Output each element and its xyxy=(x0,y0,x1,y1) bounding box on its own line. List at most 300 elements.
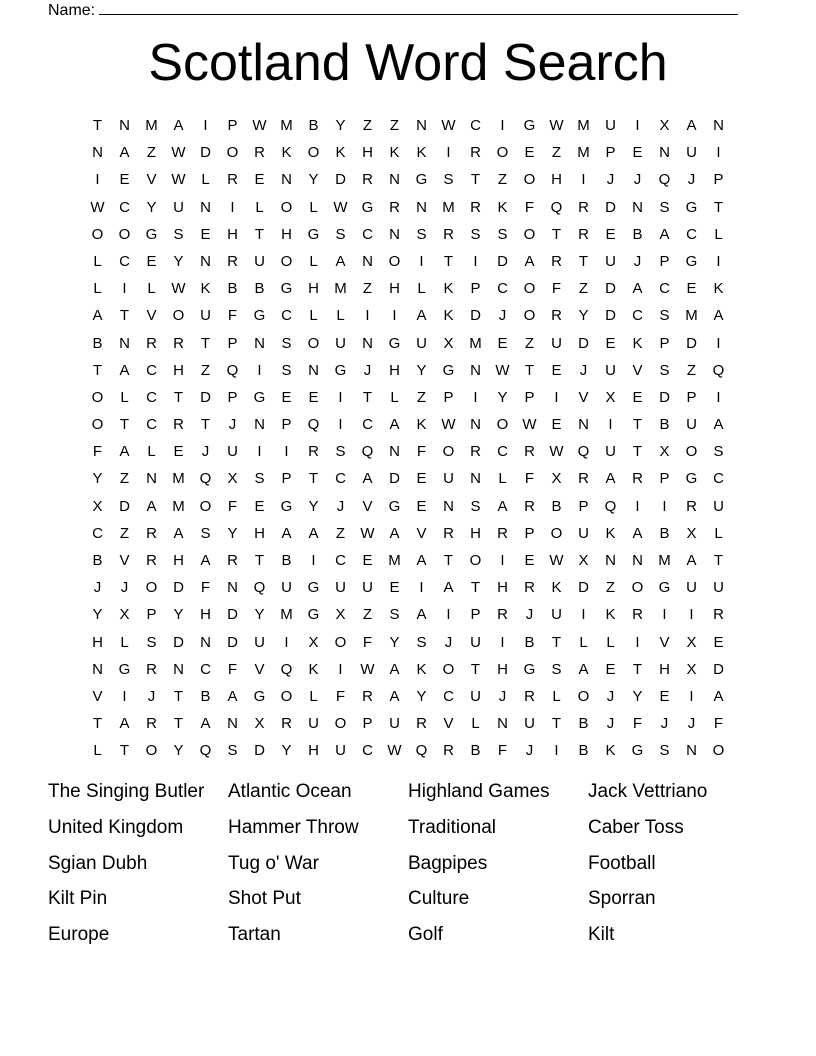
grid-letter: Y xyxy=(416,687,427,705)
grid-letter: O xyxy=(523,171,536,189)
grid-letter: E xyxy=(281,388,292,406)
grid-letter: K xyxy=(443,307,454,325)
grid-letter: Y xyxy=(173,606,184,624)
grid-letter: I xyxy=(635,117,640,134)
grid-letter: P xyxy=(659,252,670,270)
grid-letter: D xyxy=(605,280,616,298)
grid-letter: Q xyxy=(226,361,239,379)
grid-letter: R xyxy=(524,687,535,705)
grid-letter: G xyxy=(253,307,266,325)
grid-letter: W xyxy=(549,117,564,134)
grid-letter: A xyxy=(713,687,724,705)
grid-letter: F xyxy=(200,579,211,597)
word-list-item: Culture xyxy=(408,888,470,910)
grid-letter: K xyxy=(308,660,319,678)
grid-letter: W xyxy=(522,416,537,434)
grid-letter: I xyxy=(662,497,667,515)
grid-letter: Y xyxy=(146,198,157,216)
grid-letter: H xyxy=(281,225,292,243)
grid-letter: S xyxy=(281,361,292,379)
grid-letter: I xyxy=(446,144,451,162)
grid-letter: I xyxy=(473,252,478,270)
grid-letter: X xyxy=(308,633,319,651)
grid-letter: P xyxy=(362,715,373,733)
grid-letter: L xyxy=(714,225,723,243)
grid-letter: J xyxy=(363,361,372,379)
grid-letter: G xyxy=(253,687,266,705)
grid-letter: B xyxy=(659,524,670,542)
grid-letter: Z xyxy=(416,388,427,406)
grid-letter: E xyxy=(389,579,400,597)
grid-letter: S xyxy=(335,443,346,461)
grid-letter: V xyxy=(92,687,103,705)
grid-letter: R xyxy=(578,470,589,488)
grid-letter: K xyxy=(416,660,427,678)
grid-letter: R xyxy=(146,524,157,542)
grid-letter: A xyxy=(605,470,616,488)
grid-letter: N xyxy=(632,198,643,216)
grid-letter: L xyxy=(471,715,480,733)
grid-letter: A xyxy=(389,416,400,434)
grid-letter: A xyxy=(200,715,211,733)
grid-letter: I xyxy=(554,742,559,760)
grid-letter: P xyxy=(146,606,157,624)
grid-letter: K xyxy=(497,198,508,216)
word-list-item: Bagpipes xyxy=(408,852,488,874)
grid-letter: E xyxy=(497,334,508,352)
grid-letter: R xyxy=(146,552,157,569)
grid-letter: S xyxy=(497,225,508,243)
grid-letter: N xyxy=(119,117,130,134)
grid-letter: O xyxy=(199,497,212,515)
grid-letter: Q xyxy=(415,742,428,760)
grid-letter: G xyxy=(685,252,698,270)
word-list-item: Traditional xyxy=(408,816,497,838)
grid-letter: G xyxy=(685,198,698,216)
grid-letter: T xyxy=(632,660,643,678)
grid-letter: I xyxy=(500,117,505,134)
grid-letter: R xyxy=(632,606,643,624)
grid-letter: P xyxy=(470,280,481,298)
grid-letter: Y xyxy=(416,361,427,379)
grid-letter: D xyxy=(227,606,238,624)
grid-letter: R xyxy=(632,470,643,488)
grid-letter: S xyxy=(281,334,292,352)
grid-letter: D xyxy=(578,579,589,597)
grid-letter: R xyxy=(470,443,481,461)
grid-letter: J xyxy=(606,715,615,733)
grid-letter: A xyxy=(389,660,400,678)
grid-letter: J xyxy=(147,687,156,705)
grid-letter: L xyxy=(147,280,156,298)
grid-letter: I xyxy=(338,388,343,406)
grid-letter: L xyxy=(417,280,426,298)
grid-letter: U xyxy=(686,416,697,434)
grid-letter: Q xyxy=(199,470,212,488)
grid-letter: L xyxy=(93,742,102,760)
grid-letter: I xyxy=(392,307,397,325)
grid-letter: Q xyxy=(550,198,563,216)
grid-letter: R xyxy=(281,715,292,733)
grid-letter: O xyxy=(307,334,320,352)
grid-letter: I xyxy=(554,388,559,406)
grid-letter: U xyxy=(362,579,373,597)
grid-letter: M xyxy=(658,552,671,569)
word-list-item: Sgian Dubh xyxy=(48,852,148,874)
grid-letter: A xyxy=(416,606,427,624)
grid-letter: R xyxy=(578,198,589,216)
grid-letter: E xyxy=(416,470,427,488)
grid-letter: M xyxy=(577,144,590,162)
grid-letter: L xyxy=(552,687,561,705)
grid-letter: H xyxy=(362,144,373,162)
grid-letter: O xyxy=(91,416,104,434)
grid-letter: N xyxy=(605,552,616,569)
grid-letter: C xyxy=(335,470,346,488)
grid-letter: L xyxy=(255,198,264,216)
grid-letter: D xyxy=(254,742,265,760)
grid-letter: U xyxy=(254,633,265,651)
grid-letter: R xyxy=(524,443,535,461)
grid-letter: P xyxy=(659,334,670,352)
grid-letter: T xyxy=(119,742,130,760)
grid-letter: O xyxy=(685,443,698,461)
grid-letter: J xyxy=(228,416,237,434)
grid-letter: M xyxy=(145,117,158,134)
word-list-item: United Kingdom xyxy=(48,816,184,838)
grid-letter: R xyxy=(686,497,697,515)
grid-letter: R xyxy=(443,225,454,243)
grid-letter: I xyxy=(446,606,451,624)
grid-letter: K xyxy=(200,280,211,298)
grid-letter: W xyxy=(360,660,375,678)
grid-letter: T xyxy=(632,416,643,434)
grid-letter: U xyxy=(416,334,427,352)
grid-letter: A xyxy=(686,552,697,569)
grid-letter: G xyxy=(523,117,536,134)
grid-letter: J xyxy=(336,497,345,515)
grid-letter: I xyxy=(608,416,613,434)
grid-letter: C xyxy=(470,117,481,134)
grid-letter: N xyxy=(281,171,292,189)
grid-letter: I xyxy=(716,388,721,406)
grid-letter: U xyxy=(308,715,319,733)
grid-letter: G xyxy=(118,660,131,678)
grid-letter: U xyxy=(578,524,589,542)
grid-letter: U xyxy=(605,252,616,270)
grid-letter: N xyxy=(92,144,103,162)
grid-letter: P xyxy=(659,470,670,488)
word-list-item: Football xyxy=(588,852,656,874)
grid-letter: T xyxy=(443,252,454,270)
grid-letter: K xyxy=(389,144,400,162)
grid-letter: A xyxy=(200,552,211,569)
grid-letter: O xyxy=(226,144,239,162)
grid-letter: T xyxy=(470,660,481,678)
grid-letter: H xyxy=(173,361,184,379)
grid-letter: I xyxy=(257,361,262,379)
word-list-item: Hammer Throw xyxy=(228,816,359,838)
grid-letter: A xyxy=(173,524,184,542)
grid-letter: I xyxy=(95,171,100,189)
grid-letter: V xyxy=(362,497,373,515)
grid-letter: Y xyxy=(92,606,103,624)
grid-letter: E xyxy=(605,334,616,352)
grid-letter: I xyxy=(338,660,343,678)
grid-letter: K xyxy=(416,416,427,434)
grid-letter: S xyxy=(659,742,670,760)
grid-letter: T xyxy=(551,633,562,651)
grid-letter: T xyxy=(551,715,562,733)
grid-letter: G xyxy=(280,280,293,298)
grid-letter: U xyxy=(200,307,211,325)
grid-letter: E xyxy=(551,361,562,379)
grid-letter: C xyxy=(335,552,346,569)
grid-letter: A xyxy=(119,715,130,733)
grid-letter: L xyxy=(93,252,102,270)
grid-letter: K xyxy=(281,144,292,162)
grid-letter: F xyxy=(335,687,346,705)
grid-letter: I xyxy=(365,307,370,325)
grid-letter: T xyxy=(551,225,562,243)
grid-letter: H xyxy=(92,633,103,651)
grid-letter: I xyxy=(716,252,721,270)
grid-letter: C xyxy=(146,361,157,379)
grid-letter: R xyxy=(470,198,481,216)
grid-letter: M xyxy=(685,307,698,325)
grid-letter: D xyxy=(173,633,184,651)
grid-letter: X xyxy=(686,660,697,678)
grid-letter: U xyxy=(281,579,292,597)
word-list-item: Highland Games xyxy=(408,781,550,802)
grid-letter: V xyxy=(119,552,130,569)
grid-letter: L xyxy=(498,470,507,488)
grid-letter: J xyxy=(201,443,210,461)
grid-letter: Q xyxy=(604,497,617,515)
grid-letter: C xyxy=(362,416,373,434)
grid-letter: T xyxy=(578,252,589,270)
grid-letter: G xyxy=(307,225,320,243)
grid-letter: N xyxy=(416,198,427,216)
grid-letter: G xyxy=(388,497,401,515)
grid-letter: U xyxy=(713,579,724,597)
grid-letter: O xyxy=(523,280,536,298)
grid-letter: G xyxy=(415,171,428,189)
grid-letter: H xyxy=(254,524,265,542)
grid-letter: Z xyxy=(362,117,373,134)
grid-letter: K xyxy=(605,606,616,624)
grid-letter: C xyxy=(146,388,157,406)
grid-letter: O xyxy=(496,416,509,434)
grid-letter: B xyxy=(632,225,643,243)
name-field xyxy=(48,0,738,20)
grid-letter: E xyxy=(713,633,724,651)
grid-letter: S xyxy=(416,633,427,651)
grid-letter: O xyxy=(496,144,509,162)
grid-letter: P xyxy=(605,144,616,162)
grid-letter: X xyxy=(443,334,454,352)
grid-letter: N xyxy=(632,552,643,569)
grid-letter: L xyxy=(714,524,723,542)
grid-letter: E xyxy=(605,225,616,243)
grid-letter: Y xyxy=(92,470,103,488)
grid-letter: D xyxy=(686,334,697,352)
grid-letter: D xyxy=(605,307,616,325)
grid-letter: G xyxy=(388,334,401,352)
grid-letter: O xyxy=(118,225,131,243)
grid-letter: R xyxy=(254,144,265,162)
grid-letter: X xyxy=(605,388,616,406)
grid-letter: J xyxy=(120,579,129,597)
grid-letter: I xyxy=(689,606,694,624)
grid-letter: D xyxy=(470,307,481,325)
grid-letter: U xyxy=(713,497,724,515)
grid-letter: O xyxy=(469,552,482,569)
grid-letter: Q xyxy=(577,443,590,461)
grid-letter: E xyxy=(605,660,616,678)
grid-letter: I xyxy=(635,633,640,651)
grid-letter: S xyxy=(227,742,238,760)
grid-letter: A xyxy=(281,524,292,542)
grid-letter: A xyxy=(362,470,373,488)
grid-letter: X xyxy=(335,606,346,624)
grid-letter: R xyxy=(227,552,238,569)
grid-letter: X xyxy=(551,470,562,488)
grid-letter: A xyxy=(632,280,643,298)
name-blank-line[interactable] xyxy=(99,0,738,15)
grid-letter: F xyxy=(227,307,238,325)
grid-letter: M xyxy=(577,117,590,134)
grid-letter: E xyxy=(524,552,535,569)
grid-letter: F xyxy=(551,280,562,298)
grid-letter: A xyxy=(119,361,130,379)
grid-letter: R xyxy=(227,252,238,270)
grid-letter: W xyxy=(549,552,564,569)
grid-letter: E xyxy=(362,552,373,569)
grid-letter: L xyxy=(147,443,156,461)
page-title: Scotland Word Search xyxy=(148,34,668,92)
letter-grid xyxy=(84,112,732,765)
grid-letter: S xyxy=(254,470,265,488)
grid-letter: C xyxy=(362,742,373,760)
grid-letter: T xyxy=(173,687,184,705)
grid-letter: T xyxy=(173,388,184,406)
grid-letter: R xyxy=(578,225,589,243)
grid-letter: H xyxy=(389,280,400,298)
grid-letter: R xyxy=(524,579,535,597)
grid-letter: O xyxy=(442,443,455,461)
grid-letter: U xyxy=(443,470,454,488)
grid-letter: H xyxy=(497,579,508,597)
grid-letter: J xyxy=(444,633,453,651)
grid-letter: I xyxy=(311,552,316,569)
grid-letter: I xyxy=(284,633,289,651)
grid-letter: D xyxy=(578,334,589,352)
grid-letter: E xyxy=(632,388,643,406)
grid-letter: O xyxy=(550,524,563,542)
grid-letter: A xyxy=(524,252,535,270)
grid-letter: T xyxy=(443,552,454,569)
grid-letter: Z xyxy=(551,144,562,162)
grid-letter: Q xyxy=(280,660,293,678)
grid-letter: N xyxy=(389,171,400,189)
grid-letter: S xyxy=(470,497,481,515)
grid-letter: N xyxy=(92,660,103,678)
grid-letter: A xyxy=(713,416,724,434)
grid-letter: B xyxy=(254,280,265,298)
grid-letter: G xyxy=(631,742,644,760)
grid-letter: O xyxy=(577,687,590,705)
grid-letter: C xyxy=(497,280,508,298)
grid-letter: R xyxy=(416,715,427,733)
grid-letter: B xyxy=(659,416,670,434)
grid-letter: I xyxy=(635,497,640,515)
grid-letter: K xyxy=(632,334,643,352)
grid-letter: Y xyxy=(281,742,292,760)
grid-letter: S xyxy=(659,198,670,216)
grid-letter: I xyxy=(338,416,343,434)
grid-letter: T xyxy=(200,416,211,434)
grid-letter: G xyxy=(361,198,374,216)
grid-letter: V xyxy=(578,388,589,406)
grid-letter: T xyxy=(92,117,103,134)
grid-letter: Y xyxy=(227,524,238,542)
grid-letter: E xyxy=(659,687,670,705)
grid-letter: C xyxy=(146,416,157,434)
grid-letter: T xyxy=(470,171,481,189)
grid-letter: F xyxy=(227,497,238,515)
grid-letter: N xyxy=(659,144,670,162)
grid-letter: E xyxy=(416,497,427,515)
grid-letter: B xyxy=(308,117,319,134)
grid-letter: J xyxy=(498,307,507,325)
grid-letter: E xyxy=(686,280,697,298)
grid-letter: G xyxy=(523,660,536,678)
grid-letter: R xyxy=(524,497,535,515)
grid-letter: U xyxy=(335,742,346,760)
grid-letter: V xyxy=(416,524,427,542)
word-list xyxy=(48,778,768,957)
grid-letter: L xyxy=(579,633,588,651)
grid-letter: M xyxy=(172,470,185,488)
grid-letter: W xyxy=(252,117,267,134)
grid-letter: H xyxy=(308,280,319,298)
grid-letter: U xyxy=(470,687,481,705)
grid-letter: H xyxy=(497,660,508,678)
grid-letter: E xyxy=(173,443,184,461)
grid-letter: N xyxy=(389,225,400,243)
grid-letter: Q xyxy=(253,579,266,597)
word-list-item: Shot Put xyxy=(228,888,301,910)
grid-letter: L xyxy=(309,252,318,270)
grid-letter: G xyxy=(253,388,266,406)
grid-letter: O xyxy=(442,660,455,678)
grid-letter: I xyxy=(716,144,721,162)
grid-letter: N xyxy=(578,416,589,434)
grid-letter: E xyxy=(119,171,130,189)
grid-letter: P xyxy=(686,388,697,406)
grid-letter: U xyxy=(254,252,265,270)
grid-letter: B xyxy=(578,742,589,760)
grid-letter: A xyxy=(389,687,400,705)
word-list-item: Kilt Pin xyxy=(48,888,108,910)
grid-letter: C xyxy=(659,280,670,298)
grid-letter: A xyxy=(659,225,670,243)
grid-letter: T xyxy=(200,334,211,352)
grid-letter: J xyxy=(579,361,588,379)
grid-letter: O xyxy=(307,144,320,162)
grid-letter: H xyxy=(308,742,319,760)
